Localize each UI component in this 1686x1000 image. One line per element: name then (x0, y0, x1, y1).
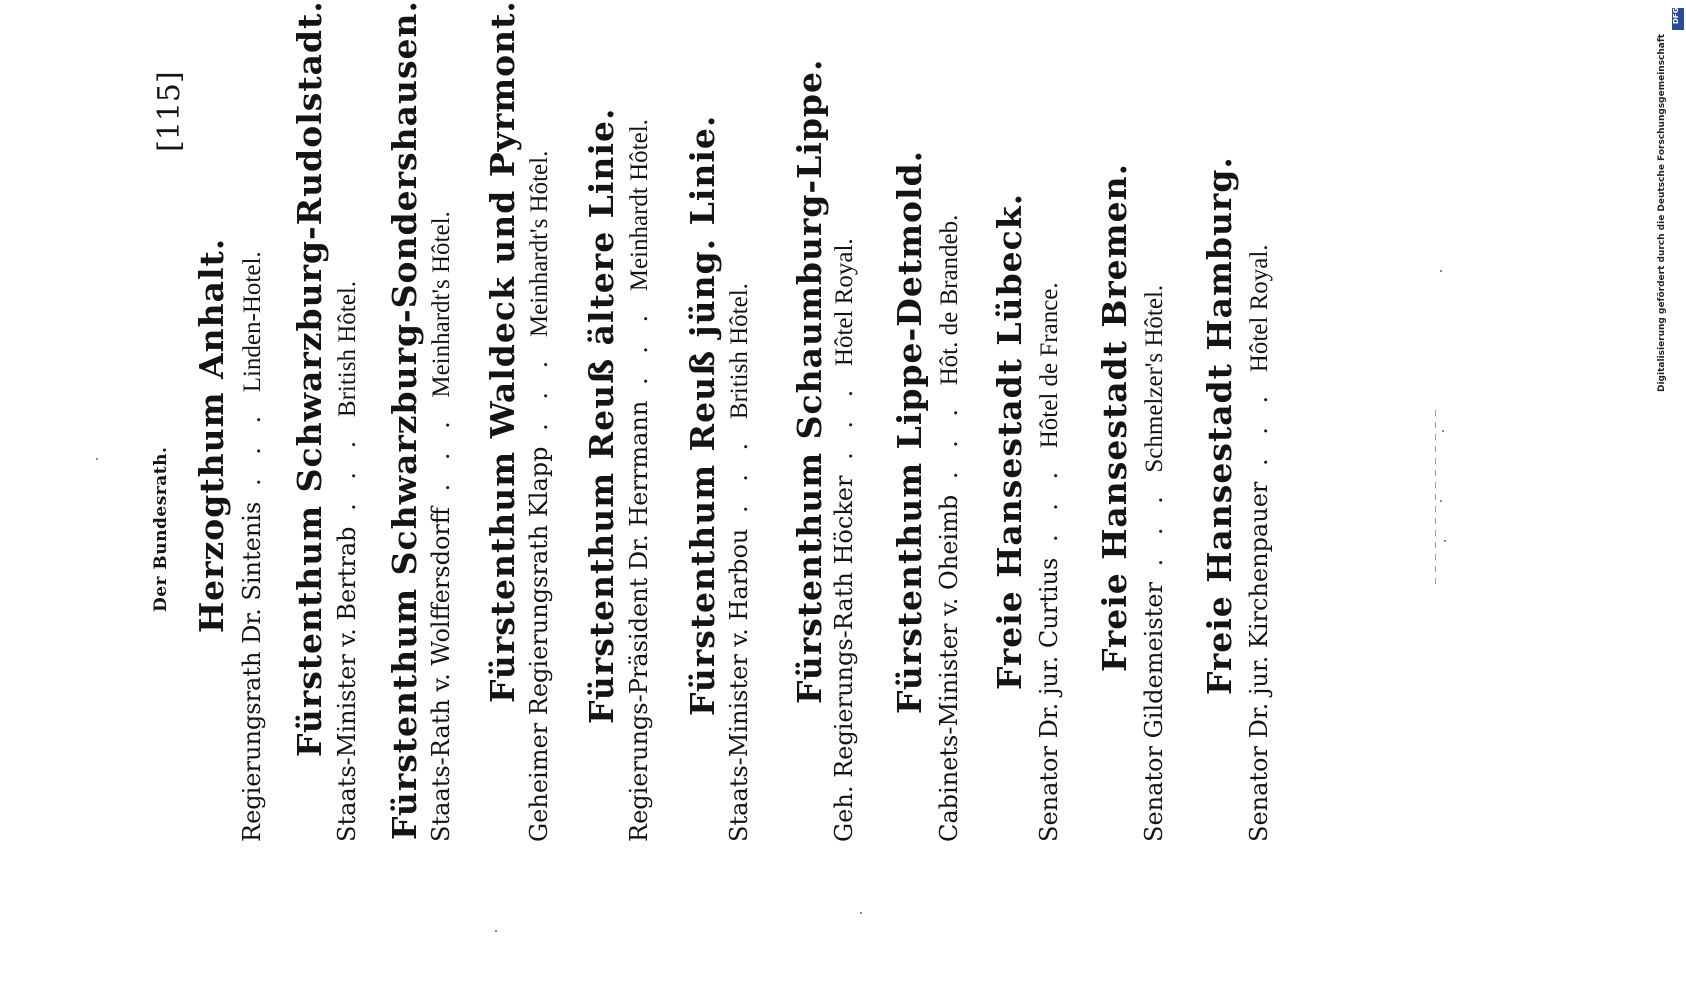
entry-line (525, 151, 554, 842)
entry-heading: Fürstenthum Lippe-Detmold. (890, 149, 929, 714)
page-number: [115] (152, 71, 187, 152)
leader-dots: . . . (238, 392, 266, 502)
entry-line (725, 283, 754, 842)
dfg-logo: DFG (1672, 8, 1684, 30)
lodging-name: Hôtel de France. (1036, 282, 1063, 449)
running-header: Der Bundesrath. (151, 446, 171, 612)
entry-line (1140, 285, 1169, 842)
leader-dots: . . . (1140, 472, 1168, 583)
scan-speck (1442, 430, 1444, 432)
leader-dots: . . . (525, 337, 553, 447)
entry-heading: Fürstenthum Schwarzburg-Sondershausen. (385, 0, 424, 840)
entry-line (935, 215, 964, 842)
entry-line (625, 119, 654, 842)
leader-dots: . . . (427, 397, 455, 508)
delegate-name: Regierungsrath Dr. Sintenis (238, 501, 266, 842)
lodging-name: British Hôtel. (726, 283, 753, 420)
scan-speck (1440, 270, 1442, 272)
delegate-name: Staats-Rath v. Wolffersdorff (427, 507, 455, 842)
lodging-name: Hôt. de Brandeb. (936, 214, 963, 386)
lodging-name: Hôtel Royal. (1246, 244, 1273, 373)
delegate-name: Senator Dr. jur. Kirchenpauer (1245, 481, 1273, 842)
entry-line (1245, 244, 1274, 842)
delegate-name: Regierungs-Präsident Dr. Herrmann (625, 400, 653, 842)
leader-dots: . . . (830, 366, 858, 476)
delegate-name: Senator Dr. jur. Curtius (1035, 557, 1063, 842)
delegate-name: Geh. Regierungs-Rath Höcker (830, 475, 858, 842)
leader-dots: . . . (1245, 372, 1273, 482)
scan-speck (860, 912, 862, 914)
scan-speck (1440, 500, 1442, 502)
lodging-name: Meinhardt's Hôtel. (526, 150, 553, 338)
delegate-name: Cabinets-Minister v. Oheimb (935, 494, 963, 842)
leader-dots: . . . (625, 291, 653, 401)
delegate-name: Geheimer Regierungsrath Klapp (525, 446, 553, 842)
entry-heading: Fürstenthum Schaumburg-Lippe. (790, 58, 829, 704)
entry-heading: Fürstenthum Reuß ältere Linie. (582, 107, 621, 724)
leader-dots: . . . (1035, 448, 1063, 558)
leader-dots: . . . (333, 417, 361, 527)
digitization-credit: Digitalisierung gefördert durch die Deutsche Forschungsgemeinschaft (1657, 33, 1667, 392)
entry-line (1035, 282, 1064, 842)
entry-line (830, 238, 859, 842)
entry-line (238, 251, 267, 842)
leader-dots: . . . (725, 419, 753, 529)
delegate-name: Senator Gildemeister (1140, 582, 1168, 842)
divider-rule (1435, 410, 1436, 590)
entry-heading: Fürstenthum Waldeck und Pyrmont. (483, 0, 522, 703)
entry-heading: Fürstenthum Schwarzburg-Rudolstadt. (290, 0, 329, 757)
entry-line (333, 281, 362, 842)
scan-speck (1444, 540, 1446, 542)
leader-dots: . . . (935, 385, 963, 495)
entry-heading: Freie Hansestadt Bremen. (1095, 162, 1134, 672)
delegate-name: Staats-Minister v. Bertrab (333, 526, 361, 842)
entry-heading: Freie Hansestadt Lübeck. (990, 192, 1029, 690)
entry-heading: Herzogthum Anhalt. (192, 237, 231, 633)
lodging-name: Schmelzer's Hôtel. (1141, 284, 1168, 473)
lodging-name: Hôtel Royal. (831, 238, 858, 367)
entry-line (427, 211, 456, 842)
scan-speck (495, 930, 497, 932)
entry-heading: Freie Hansestadt Hamburg. (1200, 156, 1239, 695)
lodging-name: British Hôtel. (334, 280, 361, 418)
entry-heading: Fürstenthum Reuß jüng. Linie. (683, 114, 722, 716)
lodging-name: Linden-Hotel. (239, 251, 266, 393)
delegate-name: Staats-Minister v. Harbou (725, 528, 753, 842)
lodging-name: Meinhardt Hôtel. (626, 119, 653, 292)
scan-speck (96, 458, 98, 460)
lodging-name: Meinhardt's Hôtel. (428, 211, 455, 398)
